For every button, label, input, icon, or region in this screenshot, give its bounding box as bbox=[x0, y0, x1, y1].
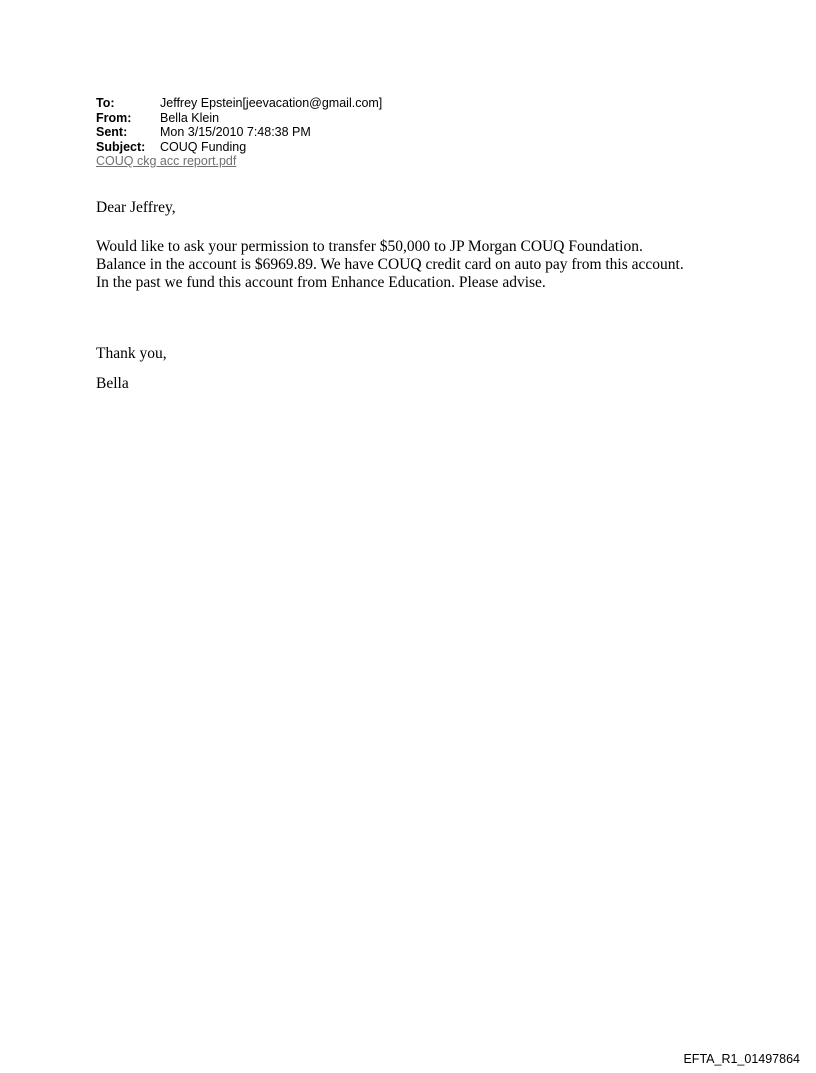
attachment-link[interactable]: COUQ ckg acc report.pdf bbox=[96, 154, 237, 168]
paragraph-line: In the past we fund this account from Enhance Education. Please advise. bbox=[96, 274, 546, 291]
to-label: To: bbox=[96, 96, 115, 110]
from-label: From: bbox=[96, 110, 132, 125]
greeting: Dear Jeffrey, bbox=[96, 199, 176, 216]
paragraph-line: Balance in the account is $6969.89. We have COUQ credit card on auto pay from this account. bbox=[96, 256, 684, 273]
document-id: EFTA_R1_01497864 bbox=[683, 1052, 800, 1066]
from-row bbox=[96, 111, 382, 126]
subject-row bbox=[96, 140, 382, 155]
message-paragraph bbox=[96, 238, 684, 292]
sent-label: Sent: bbox=[96, 125, 128, 139]
signature: Bella bbox=[96, 375, 129, 392]
paragraph-line: Would like to ask your permission to transfer $50,000 to JP Morgan COUQ Foundation. bbox=[96, 238, 643, 255]
subject-value: COUQ Funding bbox=[160, 139, 247, 154]
to-value: Jeffrey Epstein[jeevacation@gmail.com] bbox=[160, 96, 383, 110]
to-row bbox=[96, 96, 382, 111]
sent-row bbox=[96, 125, 382, 140]
sent-value: Mon 3/15/2010 7:48:38 PM bbox=[160, 125, 311, 139]
from-value: Bella Klein bbox=[160, 110, 220, 125]
subject-label: Subject: bbox=[96, 139, 146, 154]
email-header bbox=[96, 96, 382, 169]
closing: Thank you, bbox=[96, 345, 167, 362]
